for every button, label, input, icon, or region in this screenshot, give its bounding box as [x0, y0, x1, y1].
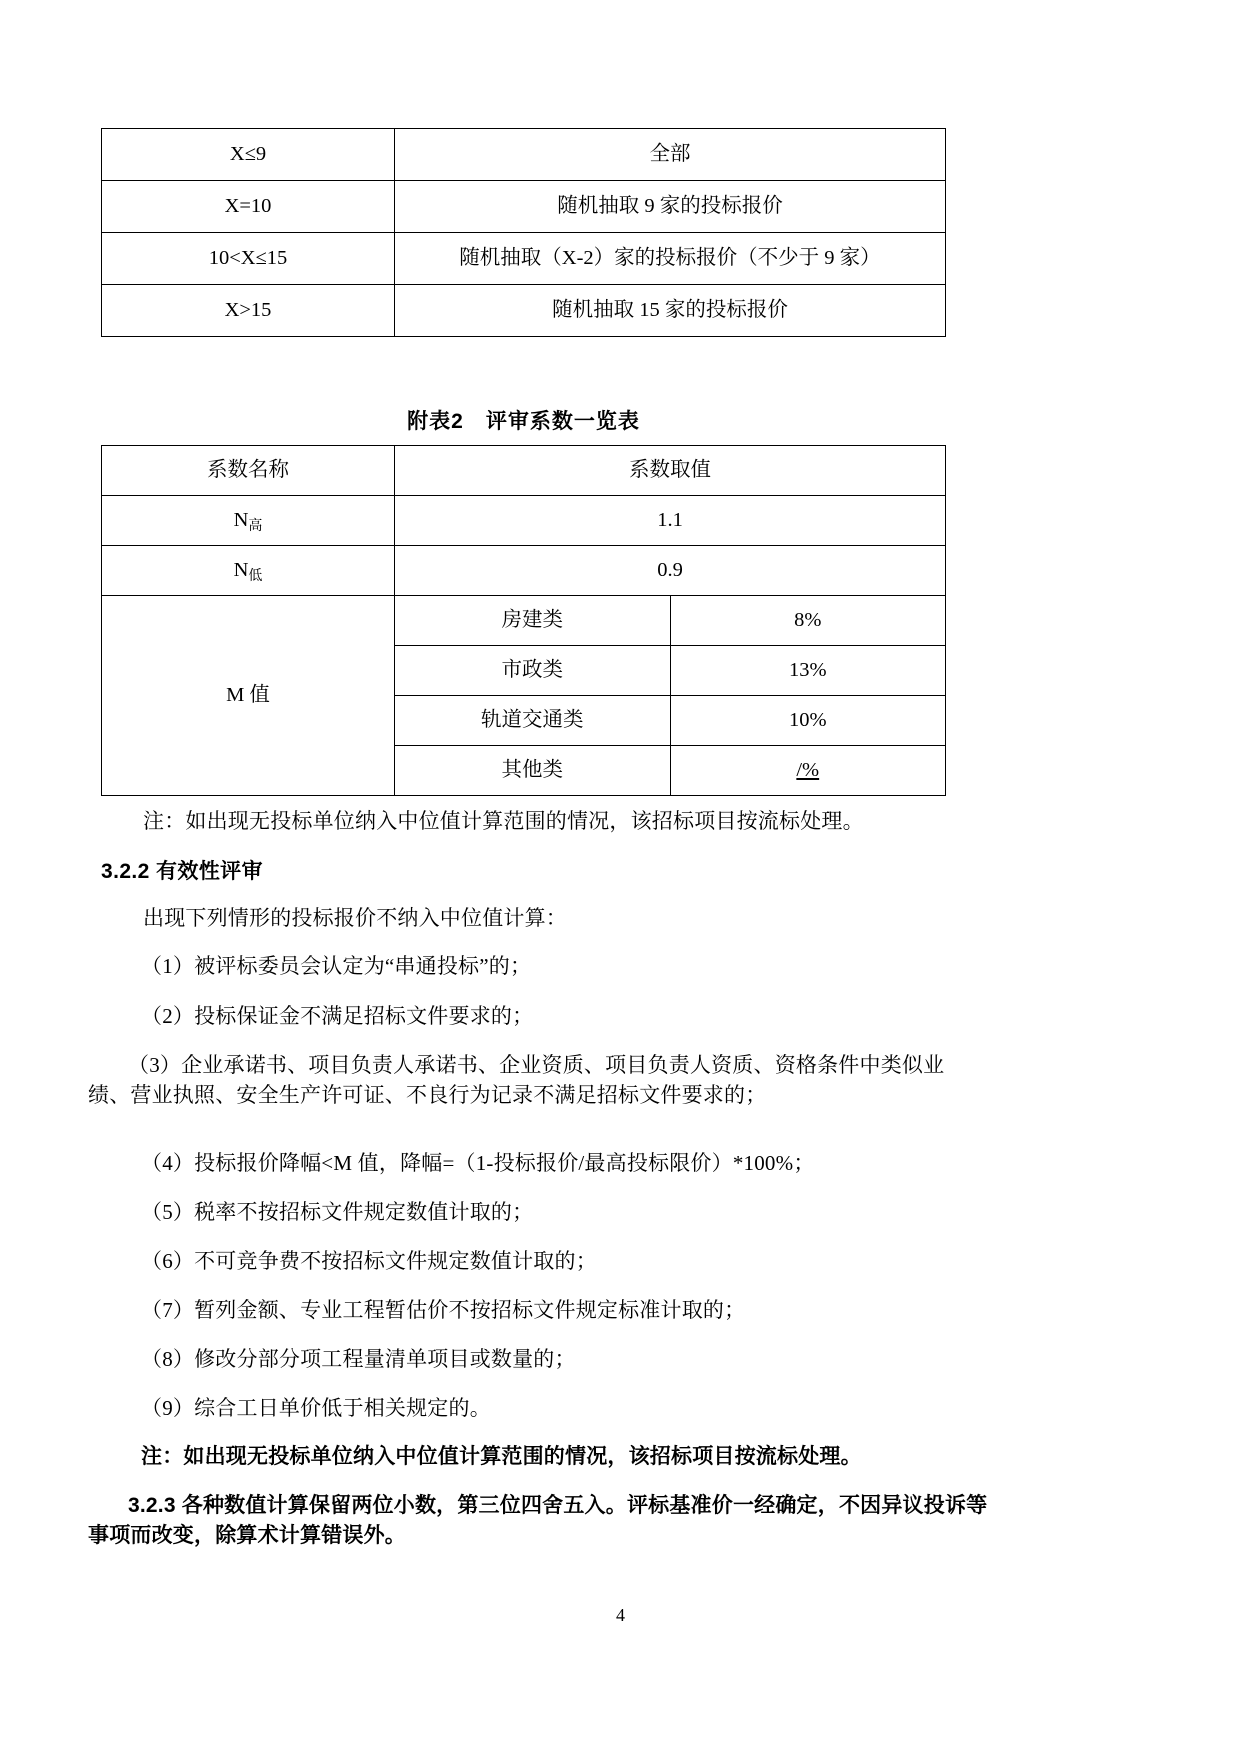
header-coefficient-name: 系数名称: [102, 446, 395, 496]
list-item: （8）修改分部分项工程量清单项目或数量的；: [141, 1347, 576, 1371]
coefficient-subscript: 高: [248, 519, 263, 535]
coefficient-value-cell: 0.9: [395, 546, 946, 596]
list-item: （7）暂列金额、专业工程暂估价不按招标文件规定标准计取的；: [141, 1298, 746, 1322]
coefficient-name-cell: [102, 496, 395, 546]
coefficient-table: [101, 445, 946, 796]
note-bold: 注：如出现无投标单位纳入中位值计算范围的情况，该招标项目按流标处理。: [141, 1445, 862, 1468]
m-category-cell: 其他类: [395, 746, 671, 796]
coefficient-symbol: N: [233, 509, 249, 532]
coefficient-symbol: N: [233, 559, 249, 582]
m-category-cell: 市政类: [395, 646, 671, 696]
m-value-blank: /%: [796, 759, 820, 782]
table-row: [102, 285, 946, 337]
condition-cell: X≤9: [102, 129, 395, 181]
list-item: （1）被评标委员会认定为“串通投标”的；: [141, 954, 532, 978]
m-category-cell: 轨道交通类: [395, 696, 671, 746]
page-number: 4: [616, 1605, 625, 1625]
condition-cell: X>15: [102, 285, 395, 337]
m-value-cell: [670, 746, 946, 796]
table-row: [102, 596, 946, 646]
condition-cell: X=10: [102, 181, 395, 233]
list-item: （4）投标报价降幅<M 值，降幅=（1-投标报价/最高投标限价）*100%；: [141, 1151, 815, 1175]
section-heading-322: 3.2.2 有效性评审: [101, 860, 263, 883]
list-item: （6）不可竞争费不按招标文件规定数值计取的；: [141, 1249, 597, 1273]
note-after-table2: 注：如出现无投标单位纳入中位值计算范围的情况，该招标项目按流标处理。: [143, 809, 864, 833]
m-category-cell: 房建类: [395, 596, 671, 646]
list-item: （5）税率不按招标文件规定数值计取的；: [141, 1200, 534, 1224]
list-item: （2）投标保证金不满足招标文件要求的；: [141, 1004, 534, 1028]
table-row: [102, 546, 946, 596]
table-row: [102, 181, 946, 233]
rule-cell: 全部: [395, 129, 946, 181]
m-value-cell: 8%: [670, 596, 946, 646]
rule-cell: 随机抽取 9 家的投标报价: [395, 181, 946, 233]
list-item: （9）综合工日单价低于相关规定的。: [141, 1396, 491, 1420]
m-value-cell: 10%: [670, 696, 946, 746]
table2-title: 附表2 评审系数一览表: [407, 410, 640, 433]
table-row: [102, 233, 946, 285]
m-value-cell: 13%: [670, 646, 946, 696]
rule-cell: 随机抽取（X-2）家的投标报价（不少于 9 家）: [395, 233, 946, 285]
rule-cell: 随机抽取 15 家的投标报价: [395, 285, 946, 337]
coefficient-value-cell: 1.1: [395, 496, 946, 546]
coefficient-subscript: 低: [248, 569, 263, 585]
list-item: （3）企业承诺书、项目负责人承诺书、企业资质、项目负责人资质、资格条件中类似业绩、营业执照、安全生产许可证、不良行为记录不满足招标文件要求的；: [88, 1053, 945, 1108]
m-value-label-cell: M 值: [102, 596, 395, 796]
header-coefficient-value: 系数取值: [395, 446, 946, 496]
coefficient-name-cell: [102, 546, 395, 596]
condition-cell: 10<X≤15: [102, 233, 395, 285]
section-322-intro: 出现下列情形的投标报价不纳入中位值计算：: [143, 906, 567, 930]
table-row: [102, 496, 946, 546]
table-header-row: [102, 446, 946, 496]
table-row: [102, 129, 946, 181]
sampling-rules-table: [101, 128, 946, 337]
section-323: 3.2.3 各种数值计算保留两位小数，第三位四舍五入。评标基准价一经确定，不因异议投诉等事项而改变，除算术计算错误外。: [88, 1494, 988, 1548]
